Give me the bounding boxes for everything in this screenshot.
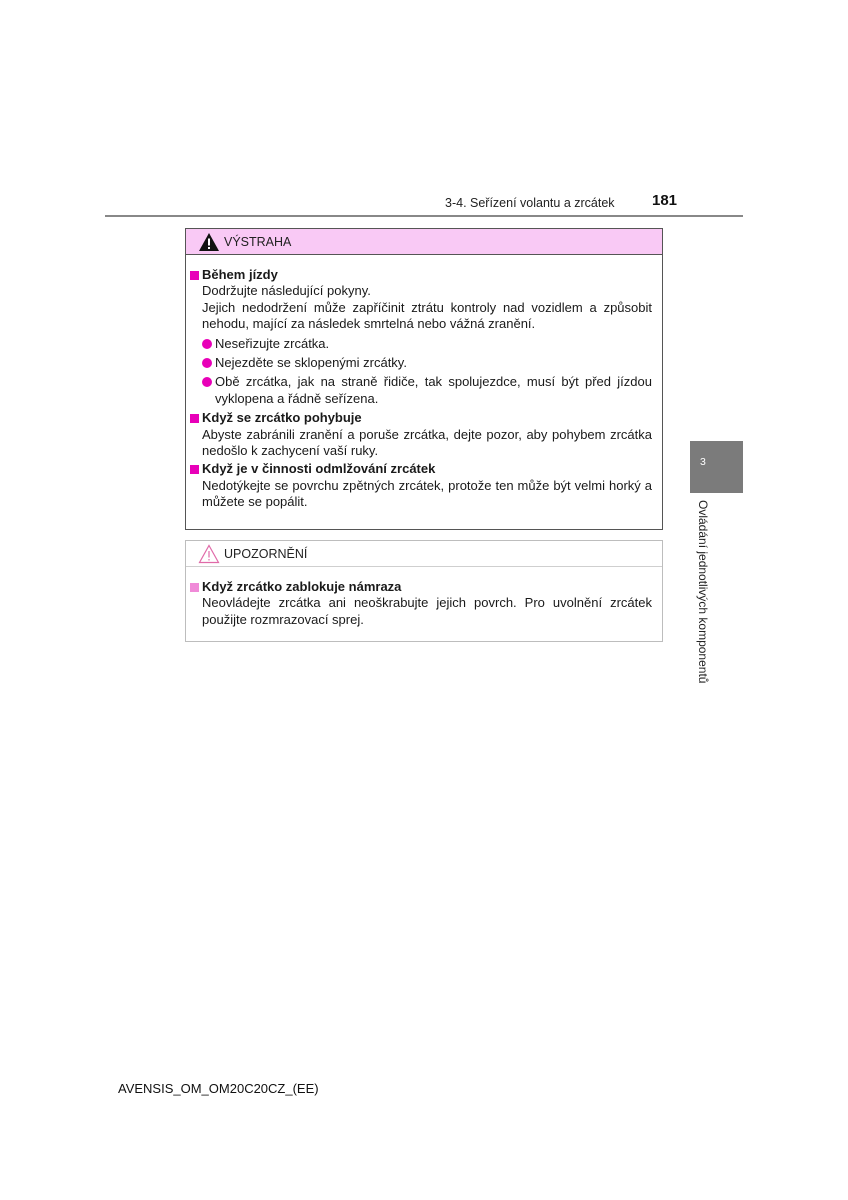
page-number: 181 — [652, 192, 678, 209]
round-bullet-icon — [202, 377, 212, 387]
caution-header — [186, 541, 662, 567]
caution-paragraph: Neovládejte zrcátka ani neoškrabujte jejich povrch. Pro uvolnění zrcátek použijte rozmrazovací sprej. — [202, 595, 652, 627]
round-bullet-icon — [202, 339, 212, 349]
chapter-number: 3 — [700, 456, 706, 468]
caution-box — [185, 540, 663, 642]
caution-body — [186, 567, 662, 628]
section-title: 3-4. Seřízení volantu a zrcátek — [445, 196, 615, 210]
caution-item-title: Když zrcátko zablokuje námraza — [190, 579, 652, 595]
warning-box — [185, 228, 663, 530]
chapter-title: Ovládání jednotlivých komponentů — [696, 500, 710, 684]
header-divider — [105, 215, 743, 217]
list-item: Nejezděte se sklopenými zrcátky. — [202, 355, 652, 371]
round-bullet-icon — [202, 358, 212, 368]
warning-item-title: Když se zrcátko pohybuje — [190, 410, 652, 426]
warning-paragraph: Jejich nedodržení může zapříčinit ztrátu kontroly nad vozidlem a způsobit nehodu, mající za následek smrtelná nebo vážná zranění. — [202, 299, 652, 332]
square-bullet-icon — [190, 271, 199, 280]
warning-body — [186, 255, 662, 511]
caution-triangle-icon — [198, 544, 220, 564]
square-bullet-icon — [190, 414, 199, 423]
list-item: Neseřizujte zrcátka. — [202, 336, 652, 352]
warning-header — [186, 229, 662, 255]
warning-paragraph: Abyste zabránili zranění a poruše zrcátka, dejte pozor, aby pohybem zrcátka nedošlo k zachycení vaší ruky. — [202, 426, 652, 459]
warning-label: VÝSTRAHA — [224, 234, 292, 249]
warning-item-title: Během jízdy — [190, 267, 652, 283]
warning-paragraph: Dodržujte následující pokyny. — [202, 283, 371, 299]
square-bullet-icon — [190, 465, 199, 474]
warning-paragraph: Nedotýkejte se povrchu zpětných zrcátek, protože ten může být velmi horký a můžete se popálit. — [202, 477, 652, 510]
document-id: AVENSIS_OM_OM20C20CZ_(EE) — [118, 1081, 319, 1096]
warning-triangle-icon — [198, 232, 220, 252]
chapter-tab[interactable] — [690, 441, 743, 493]
warning-item-title: Když je v činnosti odmlžování zrcátek — [190, 461, 652, 477]
list-item: Obě zrcátka, jak na straně řidiče, tak spolujezdce, musí být před jízdou vyklopena a řádně seřízena. — [202, 374, 652, 407]
caution-label: UPOZORNĚNÍ — [224, 546, 308, 561]
warning-bullet-list — [202, 336, 652, 408]
square-bullet-icon — [190, 583, 199, 592]
